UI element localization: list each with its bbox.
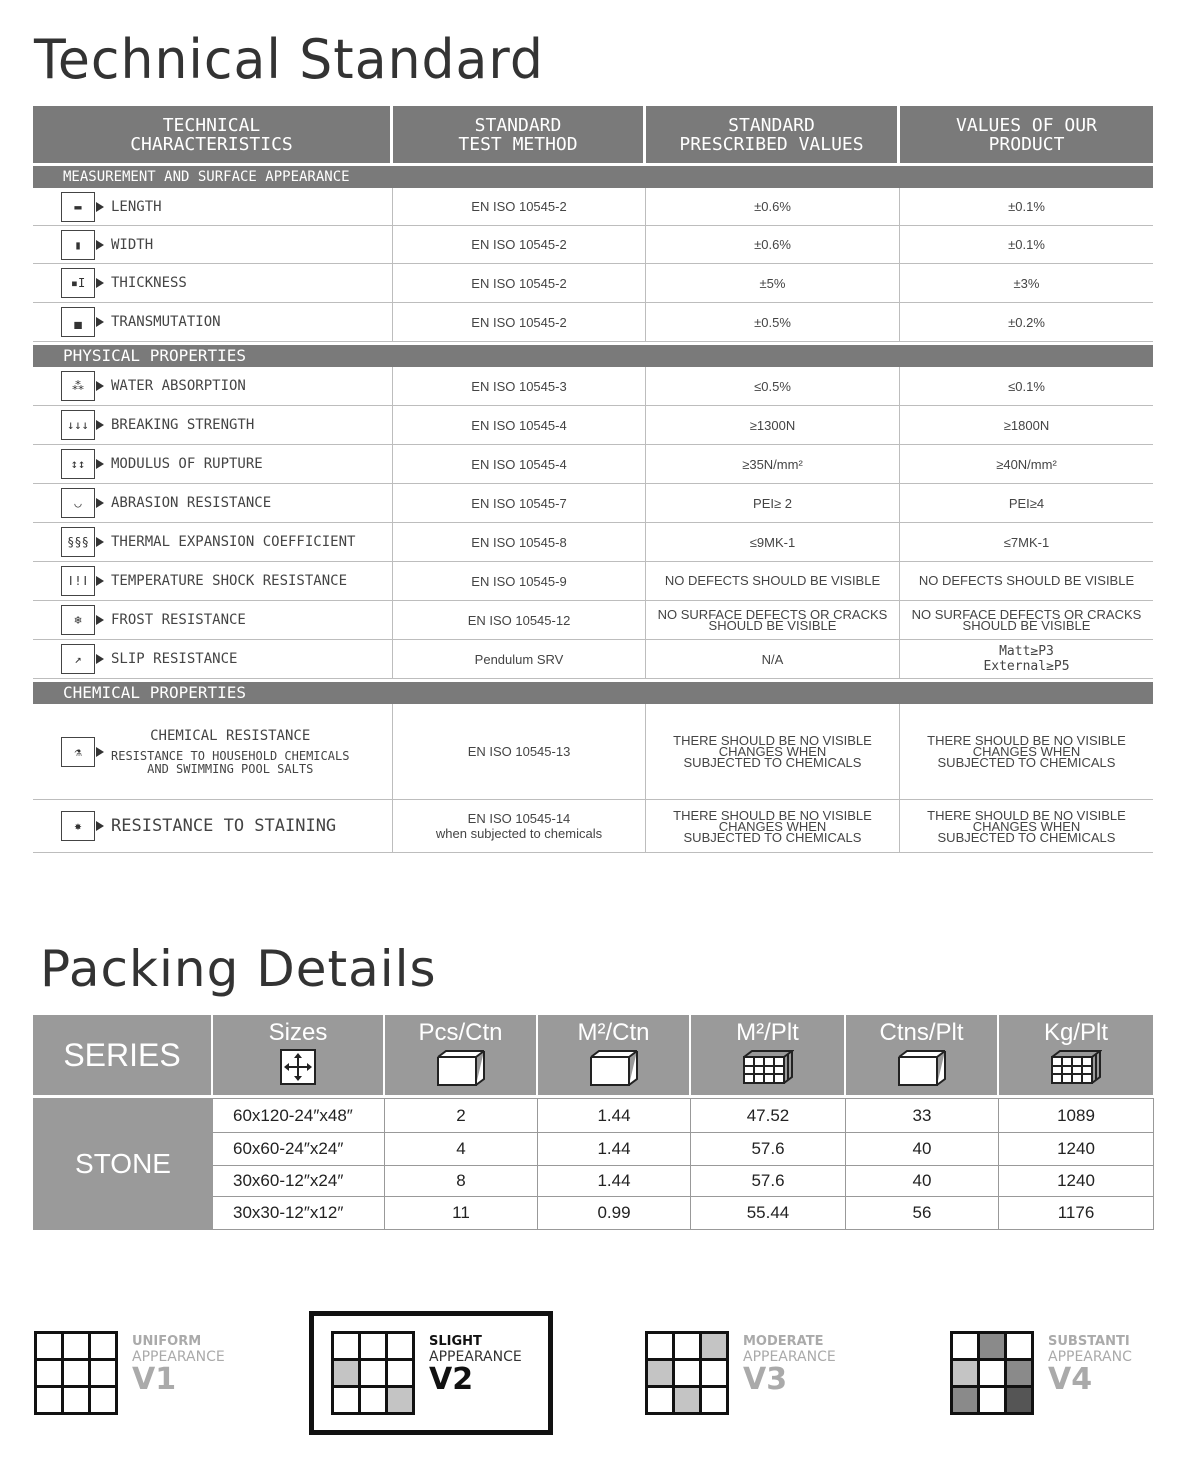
table-row [33,484,1153,523]
our-value-cell: Matt≥P3 External≥P5 [983,644,1070,674]
appearance-code: V2 [429,1362,474,1397]
header-values-of-our-product: VALUES OF OUR PRODUCT [900,106,1153,163]
prescribed-value-cell: THERE SHOULD BE NO VISIBLE CHANGES WHEN SUBJECTED TO CHEMICALS [646,704,900,799]
appearance-label: APPEARANCE [429,1349,522,1365]
carton-box-icon [897,1049,947,1094]
appearance-v1 [34,1331,225,1415]
characteristic-name: ABRASION RESISTANCE [111,495,272,511]
prescribed-value-cell: N/A [646,640,900,678]
table-row [213,1197,1153,1230]
section-header: PHYSICAL PROPERTIES [33,345,1153,367]
prescribed-value-cell: THERE SHOULD BE NO VISIBLE CHANGES WHEN SUBJECTED TO CHEMICALS [646,800,900,852]
pcs-cell: 4 [385,1133,538,1165]
ctns-plt-cell: 40 [846,1133,999,1165]
characteristic-cell [33,800,393,852]
characteristic-name: SLIP RESISTANCE [111,651,238,667]
m2-plt-cell: 57.6 [691,1166,846,1196]
breaking-arrows-icon: ↓↓↓ [61,410,95,440]
table-row [213,1166,1153,1197]
appearance-code: V1 [132,1362,177,1397]
ctns-plt-cell: 40 [846,1166,999,1196]
our-value-cell: ±3% [1013,275,1040,291]
characteristic-subname: RESISTANCE TO HOUSEHOLD CHEMICALS AND SWIMMING POOL SALTS [111,748,350,776]
appearance-code: V4 [1048,1362,1093,1397]
carton-box-icon [436,1049,486,1094]
table-row [33,704,1153,800]
kg-plt-cell: 1240 [1057,1171,1095,1190]
m2-plt-cell: 55.44 [691,1197,846,1229]
characteristic-name: TRANSMUTATION [111,314,221,330]
prescribed-value-cell: NO DEFECTS SHOULD BE VISIBLE [646,562,900,600]
our-value-cell: ±0.2% [1008,314,1045,330]
packing-rows [213,1098,1154,1230]
test-method-cell: EN ISO 10545-2 [393,264,646,302]
variation-grid-icon [34,1331,118,1415]
our-value-cell: ≥1800N [1003,417,1050,433]
characteristic-cell [33,484,393,522]
appearance-label: APPEARANC [1048,1349,1132,1365]
m2-ctn-cell: 0.99 [538,1197,691,1229]
thickness-icon: ▪I [61,268,95,298]
appearance-code: V3 [743,1362,788,1397]
our-value-cell: ±0.1% [1008,199,1045,214]
packing-details-table [33,1015,1155,1230]
table-row [33,800,1153,853]
prescribed-value-cell: ≥1300N [646,406,900,444]
header-ctns-plt: Ctns/Plt [846,1015,999,1095]
test-method-cell: EN ISO 10545-8 [393,523,646,561]
test-method-cell: EN ISO 10545-4 [393,406,646,444]
prescribed-value-cell: ±0.5% [646,303,900,341]
characteristic-name: MODULUS OF RUPTURE [111,456,263,472]
table-row [33,406,1153,445]
variation-grid-icon [645,1331,729,1415]
prescribed-value-cell: ±0.6% [646,188,900,225]
rupture-arrows-icon: ↕↕ [61,449,95,479]
prescribed-value-cell: NO SURFACE DEFECTS OR CRACKS SHOULD BE VISIBLE [646,601,900,639]
characteristic-cell [33,188,393,225]
our-value-cell: ±0.1% [1008,237,1045,252]
kg-plt-cell: 1240 [1057,1139,1095,1158]
header-series: SERIES [33,1015,213,1095]
appearance-level: UNIFORM [132,1334,202,1349]
header-standard-prescribed-values: STANDARD PRESCRIBED VALUES [646,106,900,163]
width-icon: ▮ [61,230,95,260]
slip-icon: ↗ [61,644,95,674]
transmutation-icon: ▄ [61,307,95,337]
variation-grid-icon [331,1331,415,1415]
table-row [33,640,1153,679]
our-value-cell: THERE SHOULD BE NO VISIBLE CHANGES WHEN SUBJECTED TO CHEMICALS [927,807,1126,845]
table-row [33,523,1153,562]
characteristic-name: FROST RESISTANCE [111,612,246,628]
prescribed-value-cell: PEI≥ 2 [646,484,900,522]
pallet-stack-icon [742,1049,794,1092]
pallet-stack-icon [1050,1049,1102,1092]
characteristic-cell [33,406,393,444]
technical-table-header [33,106,1153,163]
test-method-cell: EN ISO 10545-2 [393,188,646,225]
packing-table-header [33,1015,1155,1095]
test-method-cell: EN ISO 10545-2 [393,303,646,341]
prescribed-value-cell: ±0.6% [646,226,900,263]
header-m2-ctn: M²/Ctn [538,1015,691,1095]
heat-waves-icon: §§§ [61,527,95,557]
table-row [213,1099,1153,1133]
header-m2-plt: M²/Plt [691,1015,846,1095]
appearance-level: MODERATE [743,1334,824,1349]
appearance-level: SUBSTANTI [1048,1334,1130,1349]
m2-ctn-cell: 1.44 [538,1133,691,1165]
our-value-cell: ≥40N/mm² [996,456,1057,472]
header-kg-plt: Kg/Plt [999,1015,1153,1095]
characteristic-cell [33,264,393,302]
test-method-cell: EN ISO 10545-7 [393,484,646,522]
characteristic-cell [33,367,393,405]
size-cell: 30x60-12″x24″ [213,1166,385,1196]
m2-plt-cell: 47.52 [691,1099,846,1132]
characteristic-cell [33,640,393,678]
header-standard-test-method: STANDARD TEST METHOD [393,106,646,163]
appearance-label: APPEARANCE [743,1349,836,1365]
test-method-cell: EN ISO 10545-3 [393,367,646,405]
test-method-cell: EN ISO 10545-12 [393,601,646,639]
characteristic-cell [33,303,393,341]
appearance-v3 [645,1331,836,1415]
table-row [33,445,1153,484]
our-value-cell: PEI≥4 [1008,495,1045,511]
size-cell: 60x60-24″x24″ [213,1133,385,1165]
m2-plt-cell: 57.6 [691,1133,846,1165]
kg-plt-cell: 1089 [1057,1105,1095,1125]
ctns-plt-cell: 56 [846,1197,999,1229]
appearance-level: SLIGHT [429,1334,482,1349]
chemical-flask-icon: ⚗ [61,737,95,767]
technical-table-body [33,166,1153,853]
water-drops-icon: ⁂ [61,371,95,401]
size-cell: 30x30-12″x12″ [213,1197,385,1229]
m2-ctn-cell: 1.44 [538,1099,691,1132]
characteristic-name: THICKNESS [111,275,187,291]
table-row [213,1133,1153,1166]
stain-splash-icon: ✸ [61,811,95,841]
appearance-v2 [331,1331,522,1415]
pcs-cell: 8 [385,1166,538,1196]
table-row [33,264,1153,303]
characteristic-name: RESISTANCE TO STAINING [111,816,337,836]
technical-standard-title: Technical Standard [34,28,544,92]
prescribed-value-cell: ±5% [646,264,900,302]
move-arrows-icon [280,1049,316,1092]
technical-standard-table [33,106,1153,853]
thermometer-icon: ǀ!ǀ [61,566,95,596]
our-value-cell: ≤7MK-1 [1003,534,1050,550]
test-method-cell: EN ISO 10545-13 [393,704,646,799]
prescribed-value-cell: ≤0.5% [646,367,900,405]
our-value-cell: NO DEFECTS SHOULD BE VISIBLE [918,573,1135,588]
characteristic-cell [33,523,393,561]
prescribed-value-cell: ≤9MK-1 [646,523,900,561]
prescribed-value-cell: ≥35N/mm² [646,445,900,483]
appearance-label: APPEARANCE [132,1349,225,1365]
packing-table-body [33,1098,1155,1230]
characteristic-name: TEMPERATURE SHOCK RESISTANCE [111,573,348,589]
test-method-cell: EN ISO 10545-9 [393,562,646,600]
characteristic-cell [33,445,393,483]
characteristic-name: CHEMICAL RESISTANCE [150,727,311,744]
variation-grid-icon [950,1331,1034,1415]
characteristic-name: THERMAL EXPANSION COEFFICIENT [111,534,356,550]
characteristic-name: LENGTH [111,198,162,215]
carton-box-icon [589,1049,639,1094]
size-cell: 60x120-24″x48″ [213,1099,385,1132]
characteristic-name: WATER ABSORPTION [111,378,246,394]
our-value-cell: NO SURFACE DEFECTS OR CRACKS SHOULD BE VISIBLE [911,607,1142,633]
test-method-cell: EN ISO 10545-4 [393,445,646,483]
length-icon: ▬ [61,192,95,222]
characteristic-name: WIDTH [111,236,154,253]
table-row [33,601,1153,640]
characteristic-cell [33,562,393,600]
table-row [33,303,1153,342]
pcs-cell: 11 [385,1197,538,1229]
table-row [33,562,1153,601]
our-value-cell: ≤0.1% [1008,378,1045,394]
snowflake-icon: ❄ [61,605,95,635]
table-row [33,226,1153,264]
header-sizes: Sizes [213,1015,385,1095]
packing-details-title: Packing Details [40,940,437,998]
series-stone-cell: STONE [33,1098,213,1230]
header-technical-characteristics: TECHNICAL CHARACTERISTICS [33,106,393,163]
ctns-plt-cell: 33 [846,1099,999,1132]
m2-ctn-cell: 1.44 [538,1166,691,1196]
header-pcs-ctn: Pcs/Ctn [385,1015,538,1095]
pcs-cell: 2 [385,1099,538,1132]
section-header: CHEMICAL PROPERTIES [33,682,1153,704]
table-row [33,367,1153,406]
abrasion-icon: ◡ [61,488,95,518]
test-method-cell: EN ISO 10545-2 [393,226,646,263]
test-method-cell: EN ISO 10545-14 when subjected to chemicals [393,800,646,852]
test-method-cell: Pendulum SRV [393,640,646,678]
characteristic-cell [33,704,393,799]
characteristic-name: BREAKING STRENGTH [111,417,255,433]
kg-plt-cell: 1176 [1057,1203,1095,1222]
characteristic-cell [33,226,393,263]
our-value-cell: THERE SHOULD BE NO VISIBLE CHANGES WHEN SUBJECTED TO CHEMICALS [927,733,1126,770]
appearance-v4 [950,1331,1132,1415]
section-header: MEASUREMENT AND SURFACE APPEARANCE [33,166,1153,188]
characteristic-cell [33,601,393,639]
table-row [33,188,1153,226]
